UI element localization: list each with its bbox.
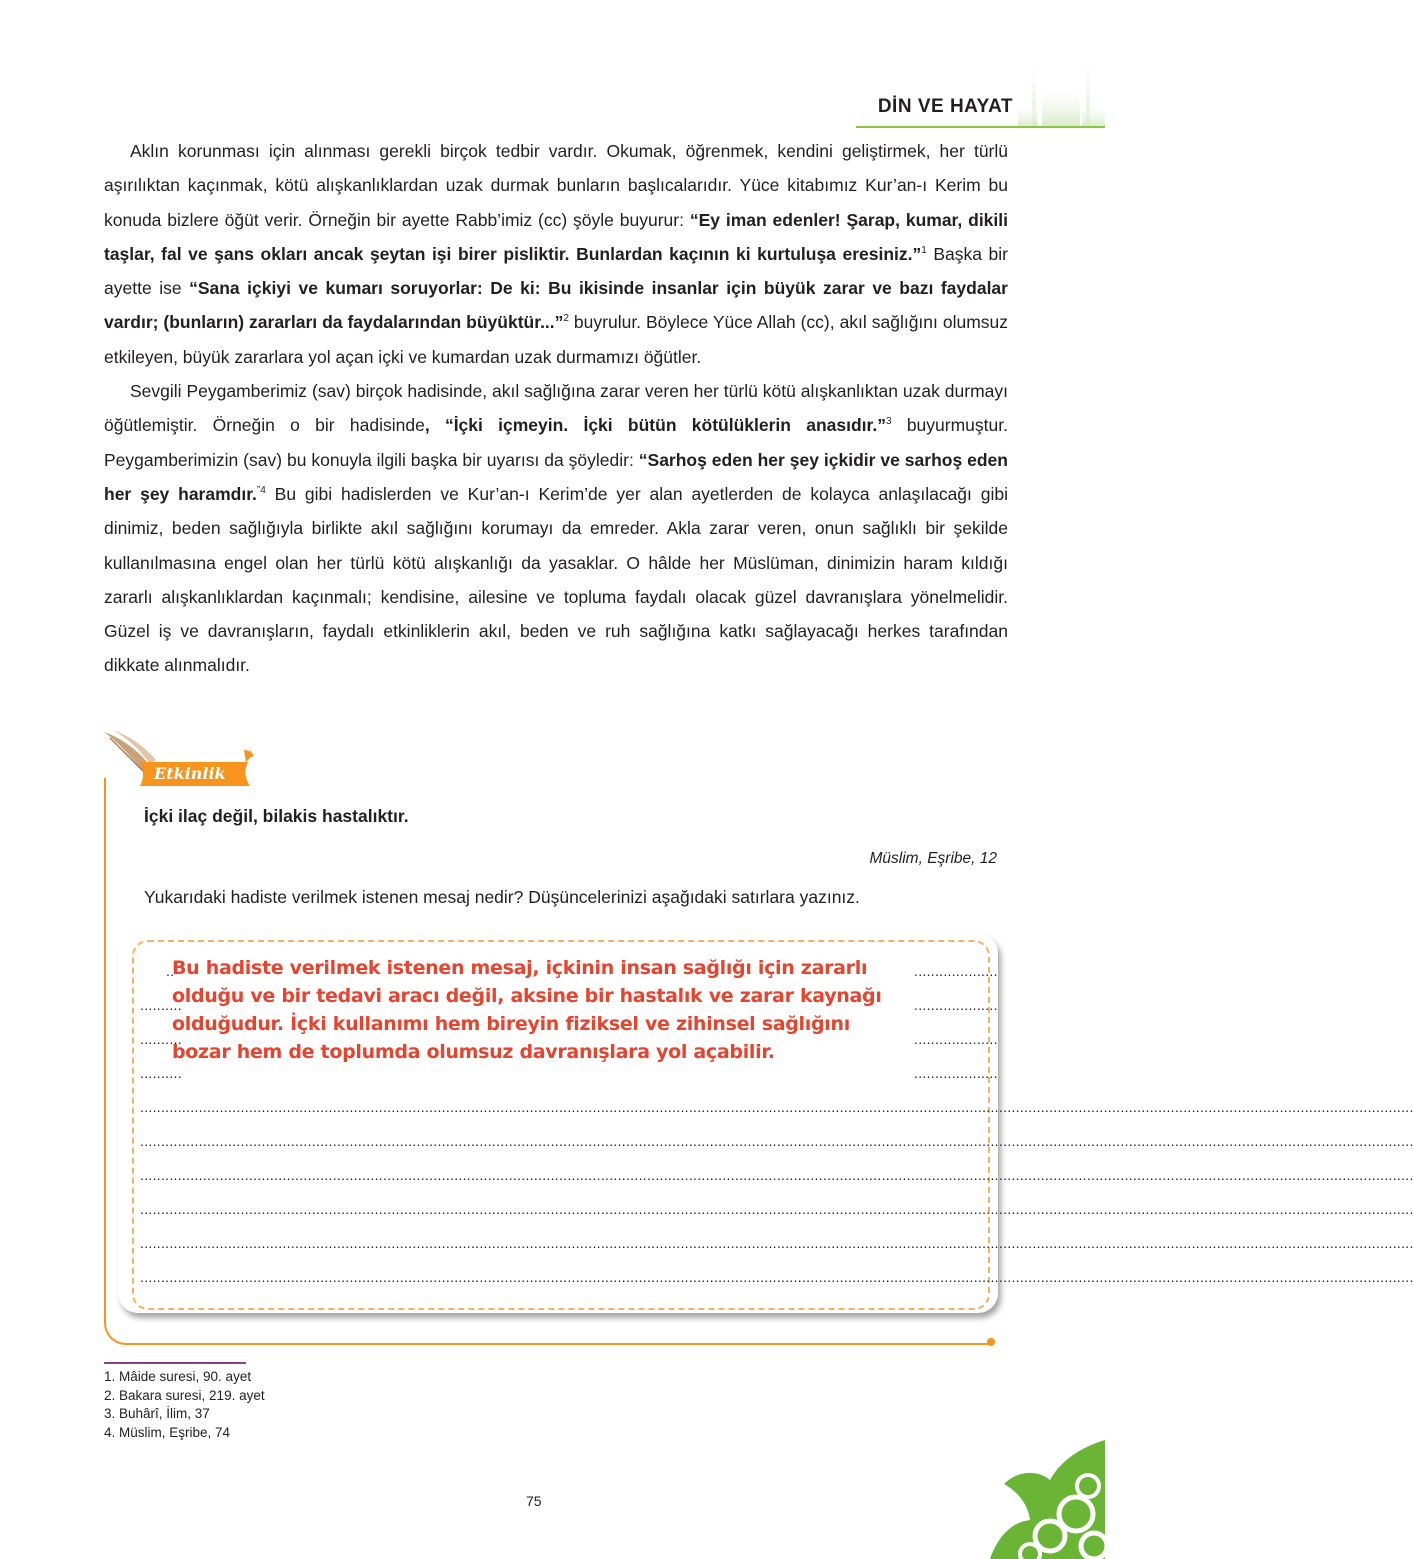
paragraph-1 xyxy=(104,134,1008,374)
header-divider xyxy=(856,126,1105,128)
footnote-ref-4: ”4 xyxy=(256,484,266,496)
writing-line: .................... xyxy=(914,1031,998,1047)
main-text xyxy=(104,134,1008,683)
writing-line: ................................................................................................................................................................................................................................................................................................................ xyxy=(140,1235,1414,1251)
quran-quote-2: “Sana içkiyi ve kumarı soruyorlar: De ki: Bu ikisinde insanlar için büyük zarar ve bazı faydalar vardır; (bunların) zararları da faydalarından büyüktür...” xyxy=(104,278,1008,333)
writing-line: .................... xyxy=(914,997,998,1013)
footnote-item: 3. Buhârî, İlim, 37 xyxy=(104,1406,210,1421)
activity-badge-label: Etkinlik xyxy=(154,764,226,783)
writing-line: .................... xyxy=(914,1065,998,1081)
mosque-silhouette-icon xyxy=(1018,54,1105,128)
hadith-quote-1: , “İçki içmeyin. İçki bütün kötülüklerin anasıdır.” xyxy=(424,415,886,436)
page-number: 75 xyxy=(526,1493,542,1509)
writing-line: ................................................................................................................................................................................................................................................................................................................ xyxy=(140,1099,1414,1115)
writing-line: .......... xyxy=(140,1031,182,1047)
footnote-item: 2. Bakara suresi, 219. ayet xyxy=(104,1387,265,1403)
footnotes xyxy=(104,1368,265,1442)
writing-line: .................... xyxy=(914,963,998,979)
footnote-item: 4. Müslim, Eşribe, 74 xyxy=(104,1424,231,1440)
text-run: buyrulur. Böylece Yüce Allah (cc), akıl sağlığını olumsuz etkileyen, büyük zararlara yol açan içki ve kumardan uzak durmamızı öğütler. xyxy=(104,312,1009,367)
footnote-item: 1. Mâide suresi, 90. ayet xyxy=(104,1369,252,1384)
student-answer[interactable] xyxy=(172,954,912,1066)
writing-line: ................................................................................................................................................................................................................................................................................................................ xyxy=(140,1201,1414,1217)
hadith-source: Müslim, Eşribe, 12 xyxy=(869,850,997,867)
footnote-divider xyxy=(104,1362,246,1364)
activity-question: Yukarıdaki hadiste verilmek istenen mesaj nedir? Düşüncelerinizi aşağıdaki satırlara yazınız. xyxy=(144,887,860,907)
writing-line: ................................................................................................................................................................................................................................................................................................................ xyxy=(140,1133,1414,1149)
text-run: buyurmuştur. Peygamberimizin (sav) bu konuyla ilgili başka bir uyarısı da şöyledir: xyxy=(104,415,1008,470)
writing-line: .......... xyxy=(140,1065,182,1081)
answer-line: Bu hadiste verilmek istenen mesaj, içkinin insan sağlığı için zararlı xyxy=(172,957,868,979)
green-floral-ornament-icon xyxy=(990,1440,1105,1559)
quran-quote-1: “Ey iman edenler! Şarap, kumar, dikili taşlar, fal ve şans okları ancak şeytan işi birer pisliktir. Bunlardan kaçının ki kurtuluşa eresiniz.” xyxy=(104,209,1008,264)
writing-line: .......... xyxy=(140,997,182,1013)
activity-hadith: İçki ilaç değil, bilakis hastalıktır. xyxy=(144,806,409,826)
writing-line: .. xyxy=(166,963,175,979)
answer-line: olduğu ve bir tedavi aracı değil, aksine bir hastalık ve zarar kaynağı xyxy=(172,985,882,1007)
activity-frame-end-dot xyxy=(987,1338,995,1346)
paragraph-2 xyxy=(104,374,1008,683)
footnote-ref-1: 1 xyxy=(921,244,927,256)
text-run: Sevgili Peygamberimiz (sav) birçok hadisinde, akıl sağlığına zarar veren her türlü kötü alışkanlıktan uzak durmayı öğütlemiştir. Örneğin o bir hadisinde xyxy=(104,381,1008,436)
footnote-ref-2: 2 xyxy=(563,313,569,325)
footnote-ref-3: 3 xyxy=(885,416,892,428)
text-run: Aklın korunması için alınması gerekli birçok tedbir vardır. Okumak, öğrenmek, kendini geliştirmek, her türlü aşırılıktan kaçınmak, kötü alışkanlıklardan uzak durmak bunların başlıcalarıdır. Yüce kitabımız Kur’an-ı Kerim bu konuda bizlere öğüt verir. Örneğin bir ayette Rabb’imiz (cc) şöyle buyurur: xyxy=(104,141,1008,230)
hadith-quote-2: “Sarhoş eden her şey içkidir ve sarhoş eden her şey haramdır. xyxy=(104,449,1008,504)
writing-line: ................................................................................................................................................................................................................................................................................................................ xyxy=(140,1269,1414,1285)
answer-line: bozar hem de toplumda olumsuz davranışlara yol açabilir. xyxy=(172,1041,775,1063)
text-run: Bu gibi hadislerden ve Kur’an-ı Kerim’de yer alan ayetlerden de kolayca anlaşılacağı gibi dinimiz, beden sağlığıyla birlikte akıl sağlığını korumayı da emreder. Akla zarar veren, onun sağlıklı bir şekilde kullanılmasına engel olan her türlü kötü alışkanlığı da yasaklar. O hâlde her Müslüman, dinimizin haram kıldığı zararlı alışkanlıklardan kaçınmalı; kendisine, ailesine ve topluma faydalı olacak güzel davranışlara yönelmelidir. Güzel iş ve davranışların, faydalı etkinliklerin akıl, beden ve ruh sağlığına katkı sağlayacağı herkes tarafından dikkate alınmalıdır. xyxy=(104,483,1008,676)
writing-line: ................................................................................................................................................................................................................................................................................................................ xyxy=(140,1167,1414,1183)
text-run: Başka bir ayette ise xyxy=(104,243,1008,299)
header-title: DİN VE HAYAT xyxy=(877,96,1013,117)
answer-line: olduğudur. İçki kullanımı hem bireyin fiziksel ve zihinsel sağlığını xyxy=(172,1013,850,1035)
